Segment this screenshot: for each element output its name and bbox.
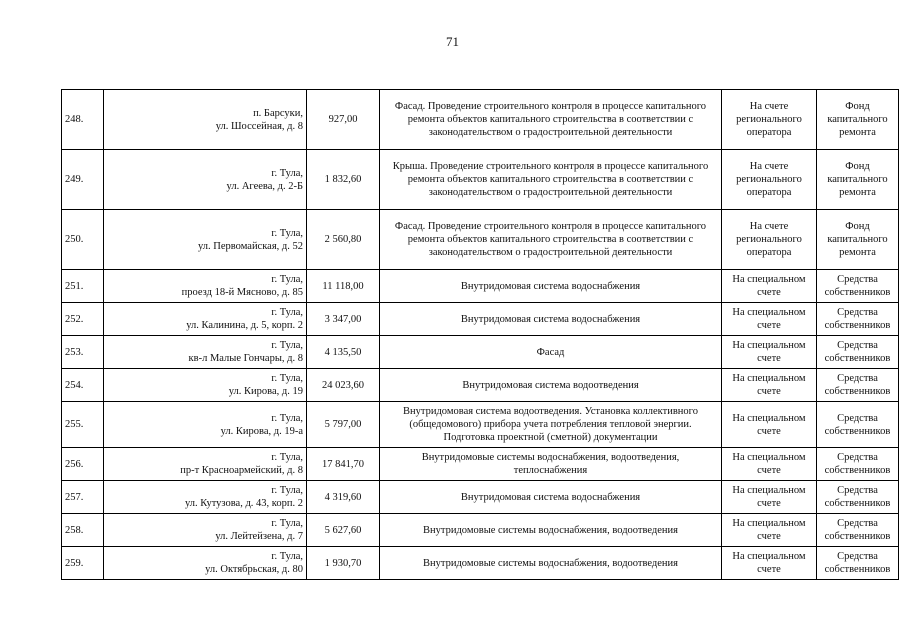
account-line-1: На счете xyxy=(749,101,789,112)
account-cell xyxy=(722,90,817,150)
address-street: ул. Кирова, д. 19 xyxy=(228,386,303,397)
account-line-1: На специальном xyxy=(732,340,806,351)
funding-source-cell xyxy=(817,547,899,580)
work-type-text: Крыша. Проведение строительного контроля в процессе капитального ремонта объектов капитального строительства в соответствии с законодательством о градостроительной деятельности xyxy=(392,161,709,198)
address-locality: г. Тула, xyxy=(271,551,303,562)
cost-cell: 4 319,60 xyxy=(307,481,380,514)
address-cell xyxy=(104,448,307,481)
table-row xyxy=(62,547,899,580)
address-locality: г. Тула, xyxy=(271,373,303,384)
address-street: пр-т Красноармейский, д. 8 xyxy=(180,465,303,476)
funding-line-2: капитального xyxy=(827,174,888,185)
address-locality: г. Тула, xyxy=(271,167,303,179)
address-cell xyxy=(104,270,307,303)
account-line-3: оператора xyxy=(746,127,792,138)
table-row xyxy=(62,369,899,402)
account-line-3: оператора xyxy=(746,247,792,258)
cost-cell: 2 560,80 xyxy=(307,210,380,270)
account-line-1: На специальном xyxy=(732,373,806,384)
account-line-1: На специальном xyxy=(732,518,806,529)
row-number: 252. xyxy=(62,303,104,336)
work-type-cell: Внутридомовая система водоснабжения xyxy=(380,481,722,514)
address-cell xyxy=(104,402,307,448)
account-line-1: На специальном xyxy=(732,412,806,424)
work-type-text: Фасад. Проведение строительного контроля в процессе капитального ремонта объектов капитального строительства в соответствии с законодательством о градостроительной деятельности xyxy=(394,221,707,258)
address-cell xyxy=(104,369,307,402)
funding-line-1: Средства xyxy=(837,412,878,424)
row-number: 253. xyxy=(62,336,104,369)
address-cell xyxy=(104,150,307,210)
account-line-2: счете xyxy=(757,531,781,542)
address-locality: г. Тула, xyxy=(271,274,303,285)
address-cell xyxy=(104,481,307,514)
cost-cell: 17 841,70 xyxy=(307,448,380,481)
address-street: ул. Лейтейзена, д. 7 xyxy=(215,531,303,542)
table-row xyxy=(62,303,899,336)
funding-line-1: Средства xyxy=(837,340,878,351)
address-locality: г. Тула, xyxy=(271,340,303,351)
funding-line-2: собственников xyxy=(824,320,891,331)
address-street: ул. Калинина, д. 5, корп. 2 xyxy=(186,320,303,331)
row-number: 259. xyxy=(62,547,104,580)
cost-cell: 4 135,50 xyxy=(307,336,380,369)
funding-line-1: Фонд xyxy=(845,161,870,172)
funding-source-cell xyxy=(817,402,899,448)
address-street: кв-л Малые Гончары, д. 8 xyxy=(188,353,303,364)
table-row xyxy=(62,402,899,448)
address-street: ул. Октябрьская, д. 80 xyxy=(205,564,303,575)
funding-line-1: Средства xyxy=(837,452,878,463)
work-type-cell xyxy=(380,210,722,270)
account-line-2: счете xyxy=(757,320,781,331)
funding-line-2: собственников xyxy=(824,498,891,509)
work-type-cell: Внутридомовая система водоснабжения xyxy=(380,270,722,303)
account-line-1: На специальном xyxy=(732,551,806,562)
account-line-1: На специальном xyxy=(732,452,806,463)
cost-cell: 3 347,00 xyxy=(307,303,380,336)
cost-cell: 1 930,70 xyxy=(307,547,380,580)
funding-line-2: капитального xyxy=(827,234,888,245)
funding-source-cell xyxy=(817,90,899,150)
table-row xyxy=(62,150,899,210)
table-row xyxy=(62,90,899,150)
funding-line-2: собственников xyxy=(824,465,891,476)
address-locality: г. Тула, xyxy=(271,485,303,496)
funding-line-2: собственников xyxy=(824,386,891,397)
address-street: ул. Кирова, д. 19-а xyxy=(220,425,303,437)
work-type-cell xyxy=(380,402,722,448)
row-number: 257. xyxy=(62,481,104,514)
funding-line-1: Средства xyxy=(837,551,878,562)
account-line-1: На специальном xyxy=(732,274,806,285)
work-type-cell: Внутридомовая система водоотведения xyxy=(380,369,722,402)
funding-source-cell xyxy=(817,369,899,402)
funding-line-1: Средства xyxy=(837,373,878,384)
account-line-1: На счете xyxy=(749,221,789,232)
funding-line-1: Средства xyxy=(837,518,878,529)
funding-line-2: собственников xyxy=(824,564,891,575)
repair-registry-table xyxy=(61,89,899,580)
account-cell xyxy=(722,150,817,210)
table-row xyxy=(62,448,899,481)
row-number: 256. xyxy=(62,448,104,481)
address-street: ул. Шоссейная, д. 8 xyxy=(215,120,303,132)
address-street: ул. Агеева, д. 2-Б xyxy=(226,180,303,192)
cost-cell: 927,00 xyxy=(307,90,380,150)
address-street: проезд 18-й Мясново, д. 85 xyxy=(181,287,303,298)
funding-source-cell xyxy=(817,514,899,547)
account-cell xyxy=(722,402,817,448)
address-locality: г. Тула, xyxy=(271,452,303,463)
work-type-cell: Фасад xyxy=(380,336,722,369)
account-line-1: На специальном xyxy=(732,485,806,496)
funding-line-1: Средства xyxy=(837,485,878,496)
account-cell xyxy=(722,270,817,303)
cost-cell: 11 118,00 xyxy=(307,270,380,303)
address-locality: г. Тула, xyxy=(271,518,303,529)
address-cell xyxy=(104,90,307,150)
work-type-cell: Внутридомовые системы водоснабжения, водоотведения xyxy=(380,514,722,547)
account-line-2: счете xyxy=(757,386,781,397)
address-cell xyxy=(104,514,307,547)
work-type-text: Фасад. Проведение строительного контроля в процессе капитального ремонта объектов капитального строительства в соответствии с законодательством о градостроительной деятельности xyxy=(394,101,707,138)
funding-line-1: Средства xyxy=(837,274,878,285)
funding-line-3: ремонта xyxy=(839,127,876,138)
address-street: ул. Кутузова, д. 43, корп. 2 xyxy=(184,498,303,509)
address-locality: п. Барсуки, xyxy=(253,107,303,119)
row-number: 250. xyxy=(62,210,104,270)
funding-line-2: собственников xyxy=(824,287,891,298)
cost-cell: 24 023,60 xyxy=(307,369,380,402)
funding-line-1: Средства xyxy=(837,307,878,318)
account-line-3: оператора xyxy=(746,187,792,198)
funding-source-cell xyxy=(817,210,899,270)
row-number: 248. xyxy=(62,90,104,150)
address-locality: г. Тула, xyxy=(271,307,303,318)
cost-cell: 5 627,60 xyxy=(307,514,380,547)
address-locality: г. Тула, xyxy=(271,412,303,424)
funding-source-cell xyxy=(817,448,899,481)
work-type-text: Внутридомовая система водоотведения. Установка коллективного (общедомового) прибора учета потребления тепловой энергии. Подготовка проектной (сметной) документации xyxy=(403,406,698,443)
funding-line-1: Фонд xyxy=(845,221,870,232)
account-line-2: регионального xyxy=(736,174,802,185)
work-type-cell: Внутридомовая система водоснабжения xyxy=(380,303,722,336)
work-type-text: Внутридомовые системы водоснабжения, водоотведения, теплоснабжения xyxy=(421,452,680,476)
account-line-2: регионального xyxy=(736,114,802,125)
account-line-2: счете xyxy=(757,353,781,364)
account-cell xyxy=(722,448,817,481)
funding-source-cell xyxy=(817,336,899,369)
account-cell xyxy=(722,547,817,580)
work-type-cell xyxy=(380,150,722,210)
account-line-2: счете xyxy=(757,425,781,437)
row-number: 254. xyxy=(62,369,104,402)
funding-line-2: капитального xyxy=(827,114,888,125)
account-cell xyxy=(722,303,817,336)
table-row xyxy=(62,514,899,547)
row-number: 251. xyxy=(62,270,104,303)
funding-source-cell xyxy=(817,481,899,514)
row-number: 249. xyxy=(62,150,104,210)
table-row xyxy=(62,336,899,369)
address-cell xyxy=(104,336,307,369)
funding-source-cell xyxy=(817,270,899,303)
account-cell xyxy=(722,210,817,270)
address-cell xyxy=(104,210,307,270)
funding-line-2: собственников xyxy=(824,531,891,542)
table-row xyxy=(62,210,899,270)
account-cell xyxy=(722,336,817,369)
address-cell xyxy=(104,547,307,580)
account-cell xyxy=(722,369,817,402)
table-row xyxy=(62,481,899,514)
funding-line-3: ремонта xyxy=(839,187,876,198)
account-cell xyxy=(722,514,817,547)
work-type-cell: Внутридомовые системы водоснабжения, водоотведения xyxy=(380,547,722,580)
funding-line-1: Фонд xyxy=(845,101,870,112)
account-line-1: На специальном xyxy=(732,307,806,318)
row-number: 258. xyxy=(62,514,104,547)
address-street: ул. Первомайская, д. 52 xyxy=(198,240,303,252)
account-line-2: счете xyxy=(757,465,781,476)
cost-cell: 1 832,60 xyxy=(307,150,380,210)
work-type-cell xyxy=(380,448,722,481)
funding-source-cell xyxy=(817,150,899,210)
row-number: 255. xyxy=(62,402,104,448)
table-row xyxy=(62,270,899,303)
funding-line-2: собственников xyxy=(824,353,891,364)
funding-source-cell xyxy=(817,303,899,336)
cost-cell: 5 797,00 xyxy=(307,402,380,448)
account-line-1: На счете xyxy=(749,161,789,172)
address-locality: г. Тула, xyxy=(271,227,303,239)
account-line-2: счете xyxy=(757,564,781,575)
funding-line-3: ремонта xyxy=(839,247,876,258)
address-cell xyxy=(104,303,307,336)
page-number: 71 xyxy=(446,34,459,49)
account-line-2: счете xyxy=(757,287,781,298)
account-cell xyxy=(722,481,817,514)
account-line-2: счете xyxy=(757,498,781,509)
work-type-cell xyxy=(380,90,722,150)
funding-line-2: собственников xyxy=(824,425,891,437)
account-line-2: регионального xyxy=(736,234,802,245)
